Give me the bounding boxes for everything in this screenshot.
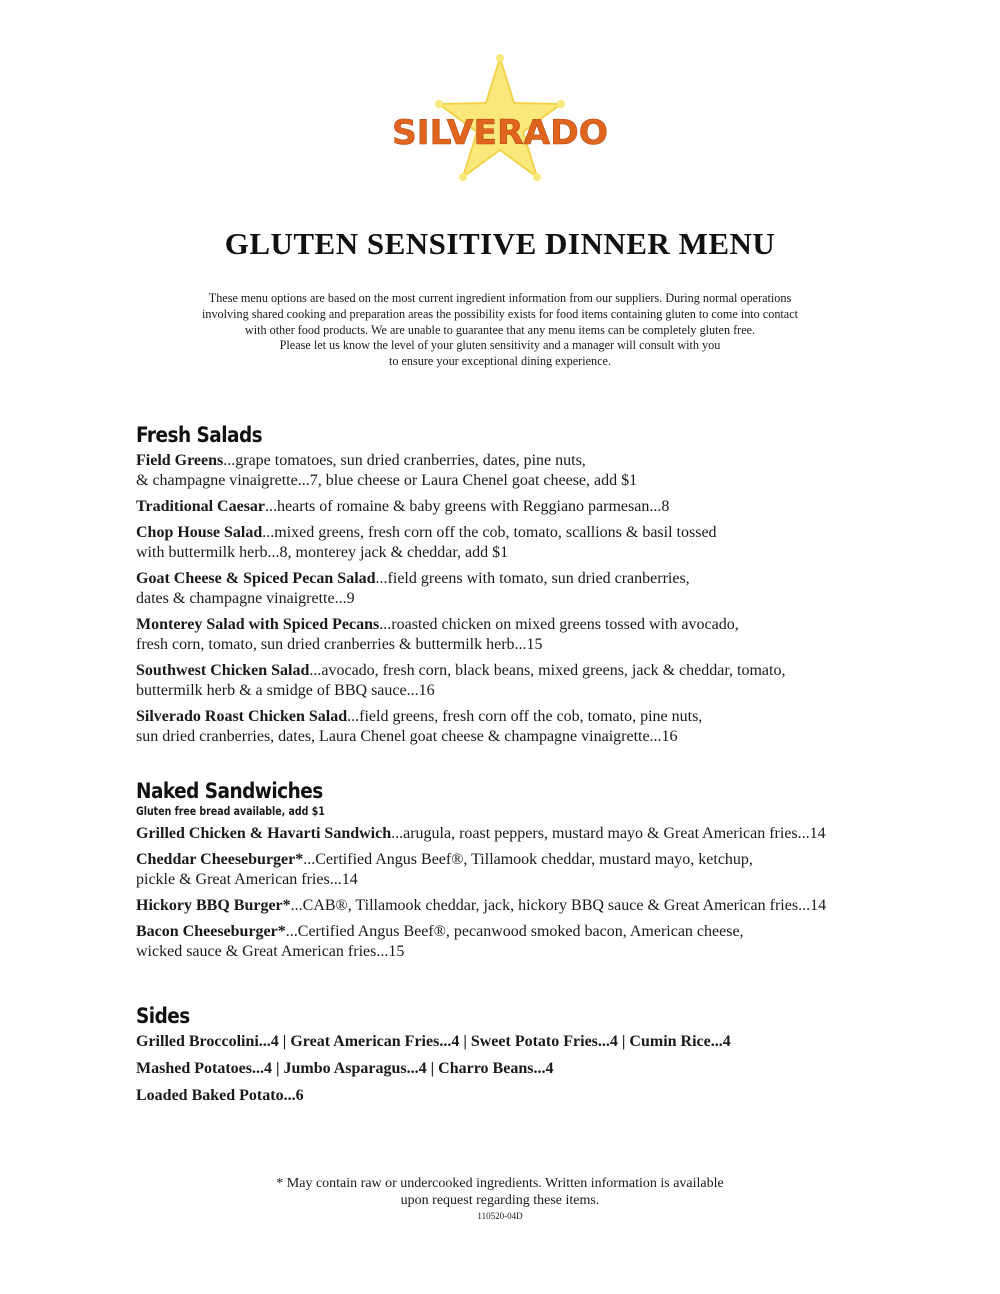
document-code: 110520-04D (477, 1211, 523, 1221)
section-heading: Fresh Salads (136, 423, 263, 447)
menu-item (136, 896, 916, 916)
sides-row: Grilled Broccolini...4 | Great American Fries...4 | Sweet Potato Fries...4 | Cumin Rice...4 (136, 1033, 731, 1050)
item-description-cont: buttermilk herb & a smidge of BBQ sauce...16 (136, 682, 435, 699)
item-description: ...field greens with tomato, sun dried cranberries, (375, 570, 690, 587)
menu-item (136, 850, 916, 890)
intro-line: involving shared cooking and preparation areas the possibility exists for food items containing gluten to come into contact (201, 306, 799, 321)
item-name: Goat Cheese & Spiced Pecan Salad (136, 570, 376, 587)
footer-line: * May contain raw or undercooked ingredients. Written information is available (276, 1176, 724, 1191)
item-name: Bacon Cheeseburger* (136, 923, 286, 940)
item-description: ...field greens, fresh corn off the cob, tomato, pine nuts, (347, 708, 703, 725)
page-title: GLUTEN SENSITIVE DINNER MENU (224, 226, 776, 261)
item-name: Monterey Salad with Spiced Pecans (136, 616, 380, 633)
item-name: Grilled Chicken & Havarti Sandwich (136, 825, 392, 842)
item-name: Cheddar Cheeseburger* (136, 851, 304, 868)
section-naked-sandwiches (136, 779, 916, 962)
section-fresh-salads (136, 423, 916, 747)
item-description-cont: & champagne vinaigrette...7, blue cheese or Laura Chenel goat cheese, add $1 (136, 472, 638, 489)
menu-item (136, 497, 916, 517)
item-description: ...roasted chicken on mixed greens tossed with avocado, (379, 616, 739, 633)
section-heading: Sides (136, 1004, 190, 1028)
intro-line: Please let us know the level of your gluten sensitivity and a manager will consult with you (279, 338, 721, 353)
sides-row: Mashed Potatoes...4 | Jumbo Asparagus...4 | Charro Beans...4 (136, 1060, 554, 1077)
item-description-cont: pickle & Great American fries...14 (136, 871, 358, 888)
item-description: ...CAB®, Tillamook cheddar, jack, hickory BBQ sauce & Great American fries...14 (290, 897, 827, 914)
menu-item (136, 661, 916, 701)
menu-item (136, 615, 916, 655)
menu-item (136, 523, 916, 563)
item-name: Silverado Roast Chicken Salad (136, 708, 348, 725)
item-name: Field Greens (136, 452, 224, 469)
menu-item (136, 707, 916, 747)
item-description-cont: with buttermilk herb...8, monterey jack & cheddar, add $1 (136, 544, 509, 561)
item-name: Hickory BBQ Burger* (136, 897, 291, 914)
item-description-cont: sun dried cranberries, dates, Laura Chenel goat cheese & champagne vinaigrette...16 (136, 728, 678, 745)
item-description-cont: dates & champagne vinaigrette...9 (136, 590, 355, 607)
silverado-logo (0, 52, 1000, 192)
item-name: Traditional Caesar (136, 498, 266, 515)
item-description-cont: wicked sauce & Great American fries...15 (136, 943, 405, 960)
sheriff-star-icon (380, 52, 620, 192)
section-heading: Naked Sandwiches (136, 779, 323, 803)
intro-line: to ensure your exceptional dining experience. (389, 354, 611, 369)
item-description: ...arugula, roast peppers, mustard mayo & Great American fries...14 (391, 825, 826, 842)
item-name: Southwest Chicken Salad (136, 662, 310, 679)
item-description: ...avocado, fresh corn, black beans, mixed greens, jack & cheddar, tomato, (309, 662, 786, 679)
menu-item (136, 569, 916, 609)
footer-line: upon request regarding these items. (400, 1193, 600, 1208)
intro-disclaimer (100, 291, 900, 370)
section-note: Gluten free bread available, add $1 (136, 804, 325, 818)
brand-wordmark: SILVERADO (392, 113, 608, 153)
item-description: ...hearts of romaine & baby greens with Reggiano parmesan...8 (265, 498, 670, 515)
sides-row: Loaded Baked Potato...6 (136, 1087, 304, 1104)
item-description: ...Certified Angus Beef®, Tillamook cheddar, mustard mayo, ketchup, (303, 851, 753, 868)
section-sides (136, 1004, 916, 1106)
menu-item (136, 451, 916, 491)
intro-line: with other food products. We are unable to guarantee that any menu items can be completely gluten free. (244, 322, 756, 337)
item-description: ...grape tomatoes, sun dried cranberries, dates, pine nuts, (223, 452, 586, 469)
item-name: Chop House Salad (136, 524, 263, 541)
footer-disclaimer (0, 1175, 1000, 1222)
intro-line: These menu options are based on the most current ingredient information from our suppliers. During normal operations (208, 291, 792, 305)
item-description-cont: fresh corn, tomato, sun dried cranberries & buttermilk herb...15 (136, 636, 543, 653)
menu-item (136, 824, 916, 844)
item-description: ...mixed greens, fresh corn off the cob, tomato, scallions & basil tossed (262, 524, 717, 541)
item-description: ...Certified Angus Beef®, pecanwood smoked bacon, American cheese, (285, 923, 744, 940)
menu-item (136, 922, 916, 962)
